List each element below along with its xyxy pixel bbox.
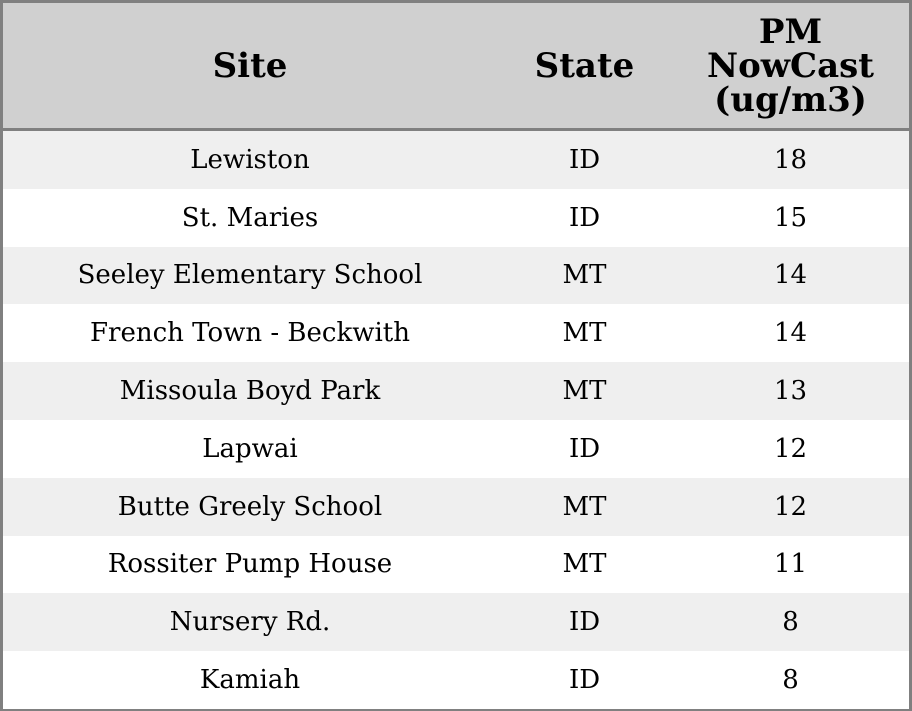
pm-value-cell: 15	[773, 202, 808, 233]
pm-value-cell: 8	[782, 607, 799, 638]
state-cell: ID	[568, 433, 601, 464]
table-row	[3, 536, 909, 594]
column-header-state: State	[534, 45, 635, 86]
pm-value-cell: 13	[773, 376, 808, 407]
site-cell: Kamiah	[199, 665, 301, 696]
pm-value-cell: 8	[782, 665, 799, 696]
site-cell: Butte Greely School	[117, 491, 383, 522]
column-header-site: Site	[212, 45, 288, 86]
state-cell: MT	[562, 260, 607, 291]
state-cell: MT	[562, 318, 607, 349]
state-cell: MT	[562, 376, 607, 407]
table-row	[3, 420, 909, 478]
table-row	[3, 651, 909, 709]
table-row	[3, 478, 909, 536]
pm-value-cell: 14	[773, 318, 808, 349]
site-cell: Lapwai	[202, 433, 298, 464]
site-cell: Missoula Boyd Park	[119, 376, 381, 407]
pm-value-cell: 12	[773, 433, 808, 464]
table-header-row	[3, 3, 909, 131]
site-cell: St. Maries	[181, 202, 319, 233]
site-cell: French Town - Beckwith	[89, 318, 411, 349]
site-cell: Lewiston	[190, 144, 310, 175]
state-cell: ID	[568, 665, 601, 696]
table-row	[3, 362, 909, 420]
state-cell: MT	[562, 549, 607, 580]
pm-value-cell: 11	[773, 549, 808, 580]
table-row	[3, 247, 909, 305]
state-cell: ID	[568, 202, 601, 233]
site-cell: Nursery Rd.	[169, 607, 331, 638]
table-row	[3, 189, 909, 247]
state-cell: ID	[568, 144, 601, 175]
pm-value-cell: 14	[773, 260, 808, 291]
pm-value-cell: 12	[773, 491, 808, 522]
table-row	[3, 593, 909, 651]
column-header-pm-line-1: PM	[758, 11, 823, 52]
state-cell: MT	[562, 491, 607, 522]
table-row	[3, 131, 909, 189]
table-body	[3, 131, 909, 709]
column-header-pm-line-3: (ug/m3)	[714, 79, 867, 120]
column-header-pm-line-2: NowCast	[707, 45, 874, 86]
site-cell: Seeley Elementary School	[77, 260, 423, 291]
pm-value-cell: 18	[773, 144, 808, 175]
site-cell: Rossiter Pump House	[107, 549, 393, 580]
table-row	[3, 304, 909, 362]
column-header-pm-nowcast	[672, 3, 909, 128]
state-cell: ID	[568, 607, 601, 638]
